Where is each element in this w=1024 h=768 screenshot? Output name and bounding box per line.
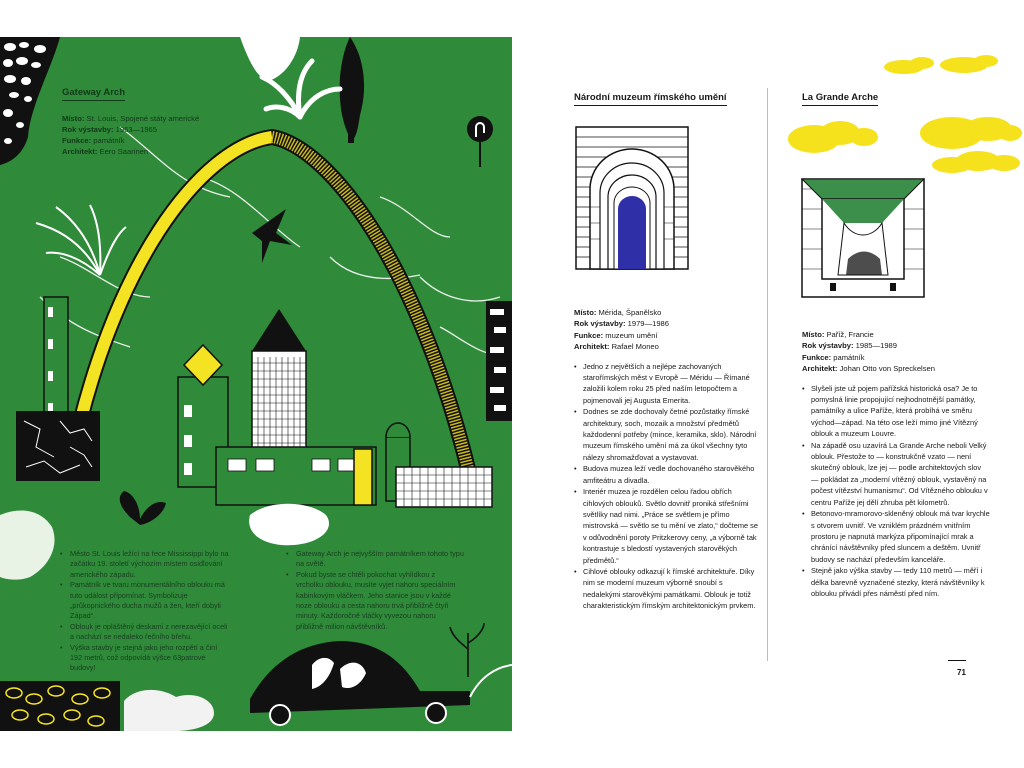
info-value: Paříž, Francie <box>826 330 874 339</box>
info-label: Funkce: <box>802 352 832 362</box>
info-row <box>574 341 760 352</box>
grande-arche-column <box>802 87 990 599</box>
gateway-arch-info <box>62 113 199 157</box>
info-value: památník <box>833 352 865 362</box>
bullet-item: • Oblouk je opláštěný deskami z nerezavějící oceli a nachází se nedaleko řečního břehu. <box>60 622 230 643</box>
bullet-item: • Město St. Louis ležící na řece Mississippi bylo na začátku 19. století výchozím místem osidlování amerického západu. <box>60 549 230 580</box>
info-label: Rok výstavby: <box>62 125 114 134</box>
info-label: Místo: <box>62 114 85 123</box>
merida-bullets <box>574 361 760 612</box>
info-value: Johan Otto von Spreckelsen <box>839 364 935 374</box>
info-row <box>802 363 990 374</box>
bullet-item: • Výška stavby je stejná jako jeho rozpětí a činí 192 metrů, což odpovídá výšce 63patrové budovy! <box>60 643 230 674</box>
info-row <box>62 113 199 124</box>
info-value: Eero Saarinen <box>99 147 149 156</box>
bullet-item: • Budova muzea leží vedle dochovaného starověkého amfiteátru a divadla. <box>574 463 760 486</box>
info-label: Místo: <box>802 330 825 339</box>
bullet-item: • Na západě osu uzavírá La Grande Arche neboli Velký oblouk. Přestože to — konstrukčně vzato — není skutečný oblouk, lze jej — podle architektových slov — pokládat za „moderní vítězný oblouk, vystavěný na počest vítězství humanismu“. Od Vítězného oblouku v centru Paříže jej dělí zhruba pět kilometrů. <box>802 440 990 508</box>
illustration-page <box>0 37 512 731</box>
grande-arche-title: La Grande Arche <box>802 92 878 106</box>
info-row <box>574 307 760 318</box>
info-value: St. Louis, Spojené státy americké <box>86 114 200 123</box>
info-row <box>802 352 990 363</box>
info-row <box>62 135 199 146</box>
info-row <box>802 329 990 340</box>
info-label: Místo: <box>574 308 597 317</box>
page-number: 71 <box>957 668 966 677</box>
column-divider <box>767 88 768 661</box>
info-value: 1979—1986 <box>627 319 670 329</box>
info-value: 1985—1989 <box>855 341 898 351</box>
info-label: Funkce: <box>62 136 92 145</box>
text-page <box>512 37 1024 731</box>
bullet-item: • Dodnes se zde dochovaly četné pozůstatky římské architektury, soch, mozaik a množství předmětů každodenní potřeby (mince, keramika, sklo). Národní muzeum římského umění má za úkol všechny tyto nálezy shromažďovat a vystavovat. <box>574 406 760 463</box>
info-row <box>62 146 199 157</box>
bullet-item: • Cihlové oblouky odkazují k římské architektuře. Díky nim se moderní muzeum výborně snoubí s nedalekými starověkými památkami. Oblouk je totiž charakteristickým římským architektonickým prvkem. <box>574 566 760 612</box>
bullet-item: • Slyšeli jste už pojem pařížská historická osa? Je to pomyslná linie propojující nejhodnotnější památky, památníky a ulice Paříže, která probíhá ve směru východ—západ. Na této ose leží mimo jiné Vítězný oblouk a muzeum Louvre. <box>802 383 990 440</box>
grande-arche-bullets <box>802 383 990 600</box>
info-value: Mérida, Španělsko <box>598 308 662 317</box>
bullet-item: • Betonovo-mramorovo-skleněný oblouk má tvar krychle s otvorem uvnitř. Ve vzniklém prázdném vnitřním prostoru je napnutá markýza připomínající mrak a chránící návštěvníky před sluncem a deštěm. Uvnitř budovy se nachází především kanceláře. <box>802 508 990 565</box>
bullet-item: • Jedno z největších a nejlépe zachovaných starořímských měst v Evropě — Méridu — Římané založili kolem roku 25 před naším letopočtem a pojmenovali jej Augusta Emerita. <box>574 361 760 407</box>
gateway-arch-bullets-col2 <box>286 549 464 632</box>
bullet-item: • Památník ve tvaru monumentálního oblouku má tuto událost připomínat. Symbolizuje „průkopnického ducha mužů a žen, kteří dobyli Západ“. <box>60 580 230 622</box>
gateway-arch-title: Gateway Arch <box>62 87 125 101</box>
info-label: Rok výstavby: <box>574 319 626 329</box>
info-label: Rok výstavby: <box>802 341 854 351</box>
info-row <box>574 318 760 329</box>
gateway-arch-bullets-col1 <box>60 549 230 674</box>
info-row <box>574 330 760 341</box>
bullet-item: • Gateway Arch je nejvyšším památníkem tohoto typu na světě. <box>286 549 464 570</box>
info-row <box>802 340 990 351</box>
bullet-item: • Pokud byste se chtěli pokochat vyhlídkou z vrcholku oblouku, musíte vyjet nahoru speciálním kabinkovým vláčkem. Jeho stanice jsou v každé noze oblouku a cesta nahoru trvá přibližně čtyři minuty. Každoročně vláčky vyvezou nahoru přibližně milion návštěvníků. <box>286 570 464 632</box>
page-number-rule <box>948 660 966 661</box>
info-value: muzeum umění <box>605 330 658 340</box>
bullet-item: • Stejně jako výška stavby — tedy 110 metrů — měří i délka barevně vyznačené stezky, která návštěvníky k oblouku přivádí přes náměstí před ním. <box>802 565 990 599</box>
info-value: památník <box>93 136 125 145</box>
info-label: Funkce: <box>574 330 604 340</box>
car-icon <box>250 641 470 725</box>
merida-info <box>574 307 760 353</box>
info-label: Architekt: <box>802 364 838 374</box>
info-row <box>62 124 199 135</box>
merida-title: Národní muzeum římského umění <box>574 92 727 106</box>
info-label: Architekt: <box>62 147 98 156</box>
info-value: Rafael Moneo <box>611 342 659 352</box>
u-turn-sign-icon <box>467 116 493 142</box>
grande-arche-info <box>802 329 990 375</box>
merida-column <box>574 87 760 612</box>
info-value: 1963—1965 <box>115 125 158 134</box>
bullet-item: • Interiér muzea je rozdělen celou řadou obřích cihlových oblouků. Světlo dovnitř proniká střešními světlíky nad nimi. „Práce se světlem je přímo mistrovská — světlo se tu mění ve zlato,“ dočteme se v odůvodnění poroty Pritzkerovy ceny, „a výborně tak kontrastuje s bledostí vystavených starověkých předmětů.“ <box>574 486 760 566</box>
info-label: Architekt: <box>574 342 610 352</box>
